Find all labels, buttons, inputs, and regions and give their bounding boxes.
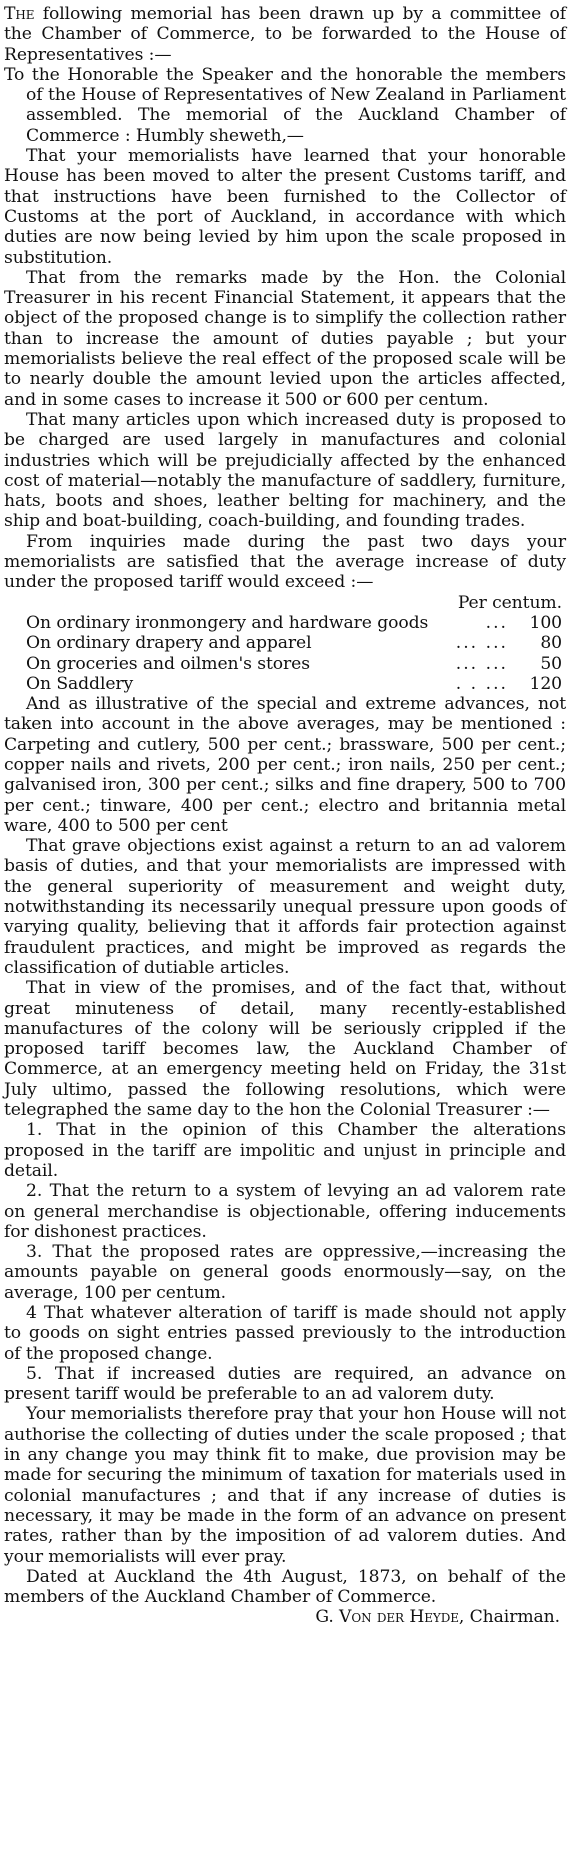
resolution-item: 5. That if increased duties are required, an advance on present tariff would be preferable to an ad valorem duty. — [4, 1363, 566, 1405]
dated-line: Dated at Auckland the 4th August, 1873, on behalf of the members of the Auckland Chamber of Commerce. — [4, 1566, 566, 1608]
body-paragraph: That many articles upon which increased duty is proposed to be charged are used largely in manufactures and colonial industries which will be prejudicially affected by the enhanced cost of material—notably the manufacture of saddlery, furniture, hats, boots and shoes, leather belting for machinery, and the ship and boat-building, coach-building, and founding trades. — [4, 409, 566, 532]
rate-row — [4, 674, 566, 694]
body-paragraph: And as illustrative of the special and extreme advances, not taken into account in the above averages, may be mentioned : Carpeting and cutlery, 500 per cent.; brassware, 500 per cent.; copper nails and rivets, 200 per cent.; iron nails, 250 per cent.; galvanised iron, 300 per cent.; silks and fine drapery, 500 to 700 per cent.; tinware, 400 per cent.; electro and britannia metal ware, 400 to 500 per cent — [4, 694, 566, 836]
rate-value: 120 — [529, 673, 562, 694]
intro-text: following memorial has been drawn up by a committee of the Chamber of Commerce, to be forwarded to the House of Representatives :— — [4, 4, 566, 65]
body-paragraph: That in view of the promises, and of the fact that, without great minuteness of detail, many recently-established manufactures of the colony will be seriously crippled if the proposed tariff becomes law, the Auckland Chamber of Commerce, at an emergency meeting held on Friday, the 31st July ultimo, passed the following resolutions, which were telegraphed the same day to the hon the Colonial Treasurer :— — [4, 978, 566, 1121]
rate-value: 80 — [540, 633, 562, 654]
body-paragraph: That your memorialists have learned that your honorable House has been moved to alter the present Customs tariff, and that instructions have been furnished to the Collector of Customs at the port of Auckland, in accordance with which duties are now being levied by him upon the scale proposed in substitution. — [4, 146, 566, 268]
body-paragraph: From inquiries made during the past two days your memorialists are satisfied that the average increase of duty under the proposed tariff would exceed :— — [4, 531, 566, 593]
rate-item: On ordinary drapery and apparel — [26, 633, 312, 654]
resolution-item: 4 That whatever alteration of tariff is made should not apply to goods on sight entries passed previously to the introduction of the proposed change. — [4, 1303, 566, 1364]
intro-drop-word: The — [4, 4, 35, 24]
signature-line — [4, 1607, 566, 1627]
body-paragraph: That from the remarks made by the Hon. the Colonial Treasurer in his recent Financial Statement, it appears that the object of the proposed change is to simplify the collection rather than to increase the amount of duties payable ; but your memorialists believe the real effect of the proposed scale will be to nearly double the amount levied upon the articles affected, and in some cases to increase it 500 or 600 per centum. — [4, 267, 566, 410]
address-paragraph: To the Honorable the Speaker and the honorable the members of the House of Representatives of New Zealand in Parliament assembled. The memorial of the Auckland Chamber of Commerce : Humbly sheweth,— — [4, 64, 566, 146]
resolution-item: 3. That the proposed rates are oppressive,—increasing the amounts payable on general goods enormously—say, on the average, 100 per centum. — [4, 1242, 566, 1303]
body-paragraph: That grave objections exist against a return to an ad valorem basis of duties, and that your memorialists are impressed with the general superiority of measurement and weight duty, notwithstanding its necessarily unequal pressure upon goods of varying quality, believing that it affords fair protection against fraudulent practices, and might be improved as regards the classification of dutiable articles. — [4, 836, 566, 978]
prayer-paragraph: Your memorialists therefore pray that your hon House will not authorise the collecting of duties under the scale proposed ; that in any change you may think fit to make, due provision may be made for securing the minimum of taxation for materials used in colonial manufactures ; and that if any increase of duties is necessary, it may be made in the form of an advance on present rates, rather than by the imposition of ad valorem duties. And your memorialists will ever pray. — [4, 1404, 566, 1567]
rate-value: 100 — [529, 612, 562, 633]
signature-name: G. Von der Heyde — [315, 1607, 459, 1628]
newspaper-article — [4, 4, 566, 1628]
rate-item: On groceries and oilmen's stores — [26, 653, 310, 674]
signature-title: , Chairman. — [458, 1607, 560, 1628]
rate-value: 50 — [540, 653, 562, 674]
rate-leader: ... ... — [455, 633, 508, 654]
rate-leader: . . ... — [455, 673, 508, 694]
intro-paragraph — [4, 4, 566, 65]
rates-column-header: Per centum. — [457, 592, 562, 613]
rate-row — [4, 654, 566, 674]
rate-row — [4, 633, 566, 653]
resolution-item: 2. That the return to a system of levying an ad valorem rate on general merchandise is objectionable, offering inducements for dishonest practices. — [4, 1181, 566, 1242]
rate-item: On ordinary ironmongery and hardware goods — [26, 612, 429, 633]
resolution-item: 1. That in the opinion of this Chamber the alterations proposed in the tariff are impolitic and unjust in principle and detail. — [4, 1120, 566, 1181]
rate-item: On Saddlery — [26, 673, 134, 694]
rate-leader: ... ... — [455, 653, 508, 674]
rate-row — [4, 613, 566, 633]
duty-rates-table — [4, 593, 566, 694]
rate-leader: ... — [485, 612, 508, 633]
